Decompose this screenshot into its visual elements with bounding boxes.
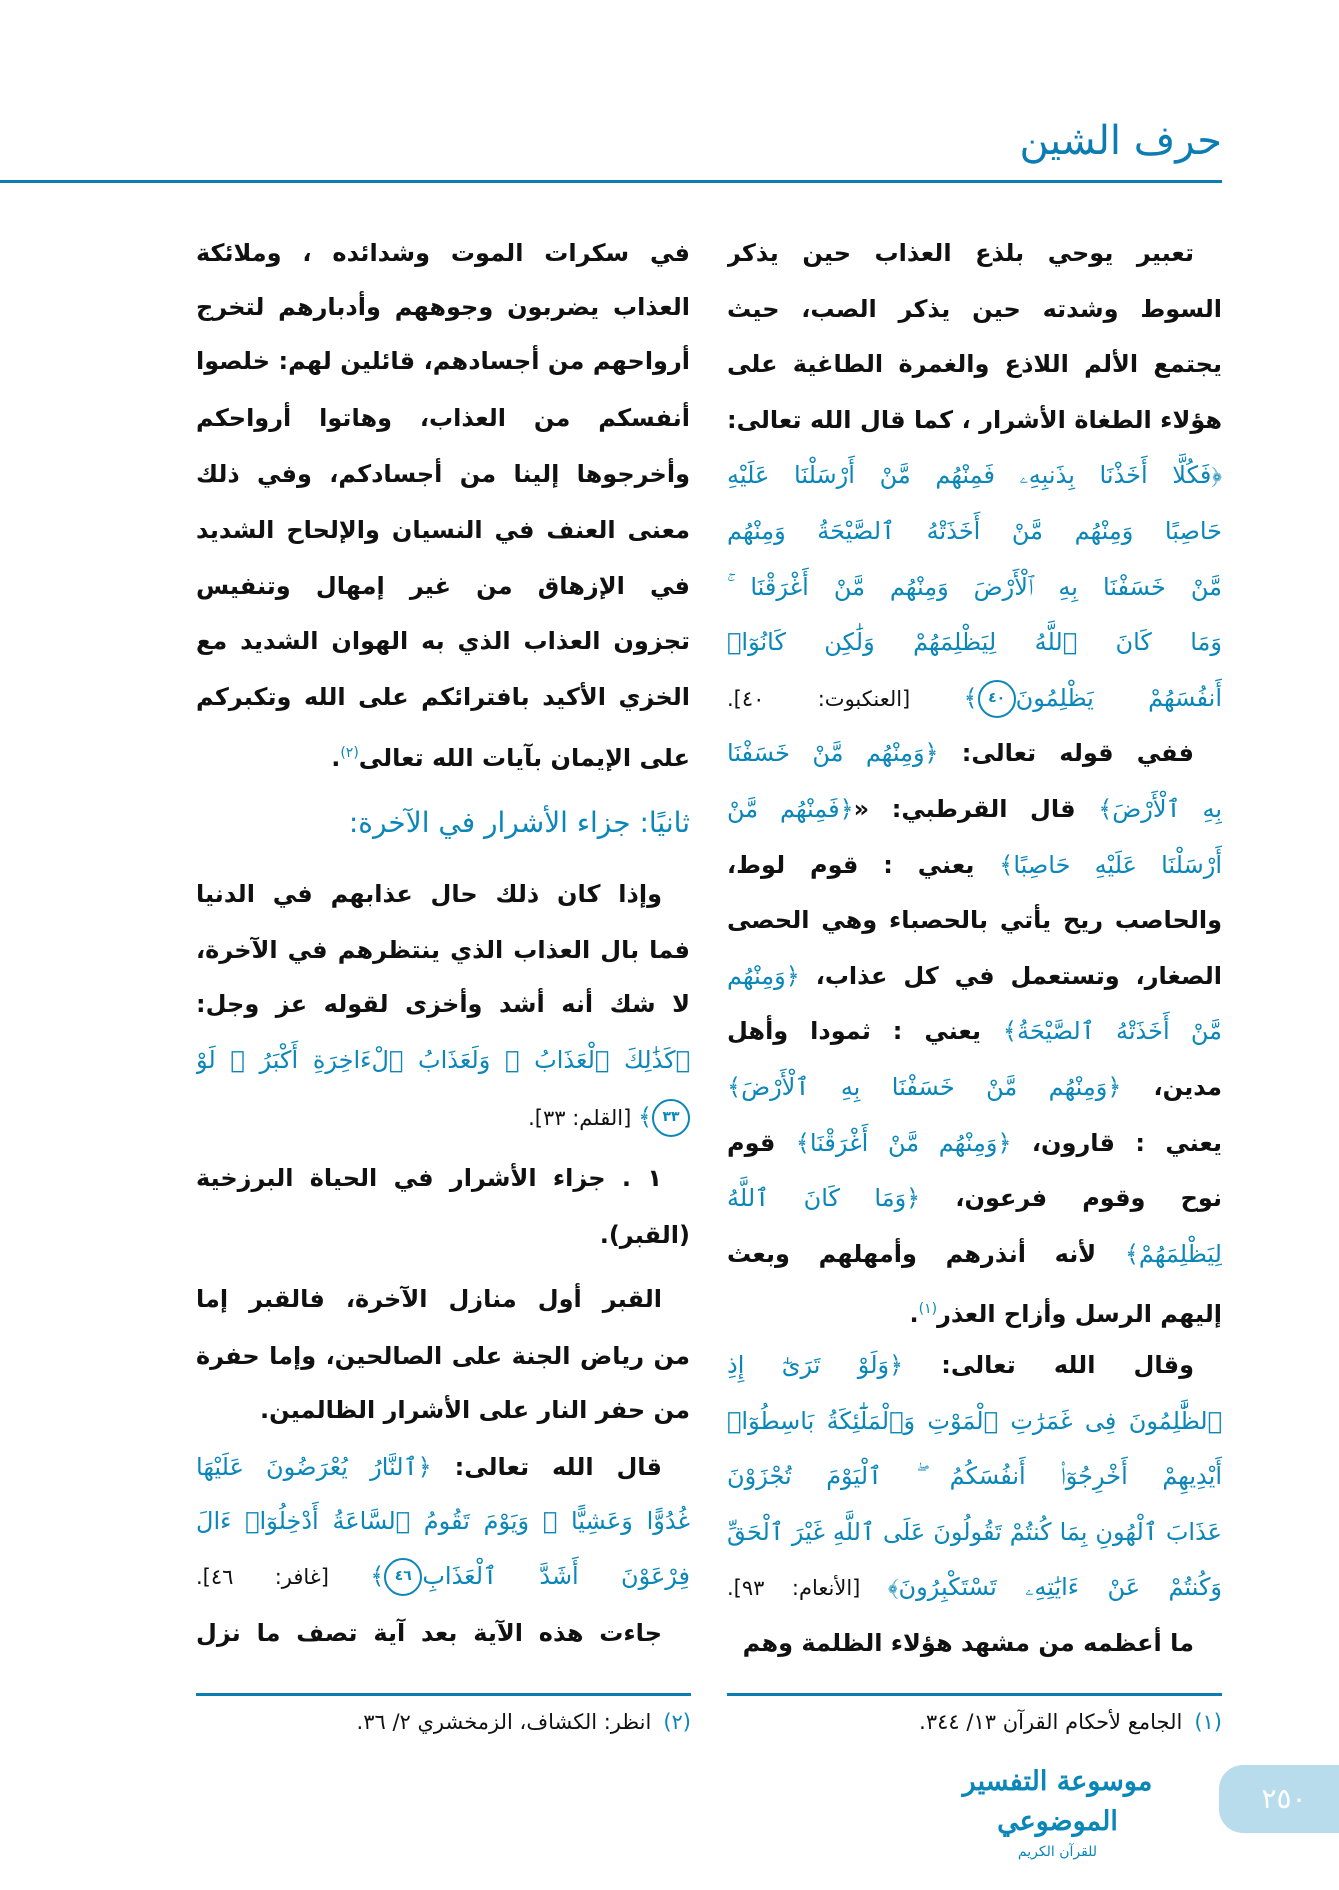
body-text: تجزون العذاب الذي به الهوان الشديد مع: [196, 627, 690, 655]
text-line: [727, 1232, 1222, 1276]
footnote-text: الجامع لأحكام القرآن ١٣/ ٣٤٤.: [919, 1710, 1183, 1734]
body-text: لأنه أنذرهم وأمهلهم وبعث: [727, 1239, 1125, 1268]
body-text: يعني : قوم لوط،: [727, 850, 1000, 879]
text-line: [727, 565, 1222, 609]
text-line: [727, 509, 1222, 553]
text-line: [727, 898, 1222, 942]
quran-verse: ﴿وَلَوْ تَرَىٰٓ إِذِ: [727, 1351, 904, 1379]
page-number: ٢٥٠: [1219, 1765, 1339, 1833]
body-text: لا شك أنه أشد وأخزى لقوله عز وجل:: [196, 990, 690, 1018]
footnote-divider-left: [196, 1693, 691, 1696]
body-text: وإذا كان ذلك حال عذابهم في الدنيا: [196, 880, 662, 908]
text-line: [196, 675, 690, 719]
body-text: السوط وشدته حين يذكر الصب، حيث: [727, 294, 1222, 323]
body-text: قوم: [727, 1128, 796, 1157]
quran-verse: ﴿وَمِنْهُم: [727, 961, 800, 990]
body-text: جاءت هذه الآية بعد آية تصف ما نزل: [196, 1619, 662, 1647]
body-text: يجتمع الألم اللاذع والغمرة الطاغية على: [727, 350, 1222, 379]
text-line: [727, 1454, 1222, 1498]
quran-verse: أَيْدِيهِمْ أَخْرِجُوٓا۟ أَنفُسَكُمُ ۖ ٱلْيَوْمَ تُجْزَوْنَ: [727, 1462, 1222, 1491]
body-text: ١ . جزاء الأشرار في الحياة البرزخية: [196, 1164, 662, 1192]
body-text: أنفسكم من العذاب، وهاتوا أرواحكم: [196, 404, 690, 432]
quran-verse: حَاصِبًا وَمِنْهُم مَّنْ أَخَذَتْهُ ٱلصَّيْحَةُ وَمِنْهُم: [727, 517, 1222, 545]
text-line: [196, 1445, 690, 1489]
footnote-2: [196, 1704, 691, 1740]
text-line: [727, 954, 1222, 998]
quran-verse: أَرْسَلْنَا عَلَيْهِ حَاصِبًا﴾: [999, 850, 1222, 879]
quran-verse: مَّنْ أَخَذَتْهُ ٱلصَّيْحَةُ﴾: [1002, 1017, 1222, 1046]
body-text: مدين،: [1121, 1073, 1222, 1101]
text-line: [727, 1065, 1222, 1109]
body-text: نوح وقوم فرعون،: [920, 1184, 1222, 1213]
body-text: معنى العنف في النسيان والإلحاح الشديد: [196, 516, 690, 544]
body-text: الخزي الأكيد بافترائكم على الله وتكبركم: [196, 683, 690, 711]
quran-verse: ﴿وَمِنْهُم مَّنْ خَسَفْنَا بِهِ ٱلْأَرْضَ﴾: [727, 1073, 1122, 1101]
quran-verse: أَنفُسَهُمْ يَظْلِمُونَ: [1015, 683, 1222, 712]
text-line: [727, 1565, 1222, 1609]
text-line: [727, 342, 1222, 386]
quran-verse: ﴾: [963, 683, 978, 712]
quran-verse: ﴿ٱلنَّارُ يُعْرَضُونَ عَلَيْهَا: [196, 1453, 432, 1481]
body-text: من حفر النار على الأشرار الظالمين.: [260, 1396, 690, 1424]
text-line: [196, 928, 690, 972]
quran-verse: مَّنْ خَسَفْنَا بِهِ ٱلْأَرْضَ وَمِنْهُم مَّنْ أَغْرَقْنَا ۚ: [727, 572, 1222, 601]
logo-subtitle: للقرآن الكريم: [1017, 1844, 1098, 1860]
body-text: من رياض الجنة على الصالحين، وإما حفرة: [196, 1342, 690, 1370]
verse-number-badge: ٣٣: [652, 1099, 690, 1137]
text-line: [196, 619, 690, 663]
text-line: [196, 1334, 690, 1378]
quran-verse: عَذَابَ ٱلْهُونِ بِمَا كُنتُمْ تَقُولُونَ عَلَى ٱللَّهِ غَيْرَ ٱلْحَقِّ: [727, 1517, 1222, 1546]
text-line: [196, 339, 690, 383]
body-text: .: [331, 744, 341, 772]
chapter-title: حرف الشين: [1019, 118, 1222, 164]
quran-verse: غُدُوًّا وَعَشِيًّا ۖ وَيَوْمَ تَقُومُ ٱلسَّاعَةُ أَدْخِلُوٓا۟ ءَالَ: [196, 1507, 690, 1535]
quran-verse: وَكُنتُمْ عَنْ ءَايَٰتِهِۦ تَسْتَكْبِرُونَ﴾: [887, 1573, 1222, 1602]
text-line: [727, 1621, 1222, 1665]
body-text: (القبر).: [599, 1221, 690, 1249]
header-divider: [0, 180, 1222, 183]
body-text: .: [909, 1300, 919, 1329]
text-line: [196, 801, 690, 845]
text-line: [196, 452, 690, 496]
body-text: أرواحهم من أجسادهم، قائلين لهم: خلصوا: [196, 347, 690, 375]
text-line: [196, 1277, 690, 1321]
body-text: والحاصب ريح يأتي بالحصباء وهي الحصى: [727, 906, 1222, 935]
section-heading: ثانيًا: جزاء الأشرار في الآخرة:: [348, 806, 690, 839]
text-line: [196, 1213, 690, 1257]
footnote-text: انظر: الكشاف، الزمخشري ٢/ ٣٦.: [356, 1710, 652, 1734]
text-line: [727, 1121, 1222, 1165]
text-line: [196, 1554, 690, 1598]
body-text: تعبير يوحي بلذع العذاب حين يذكر: [727, 239, 1194, 267]
text-line: [727, 398, 1222, 442]
text-line: [727, 453, 1222, 497]
body-text: ففي قوله تعالى:: [938, 739, 1195, 768]
body-text: ما أعظمه من مشهد هؤلاء الظلمة وهم: [742, 1629, 1194, 1657]
text-line: [727, 287, 1222, 331]
text-line: [727, 1343, 1222, 1387]
text-line: [196, 1038, 690, 1082]
verse-reference: [القلم: ٣٣].: [528, 1106, 638, 1130]
text-line: [727, 1176, 1222, 1220]
body-text: وقال الله تعالى:: [903, 1351, 1194, 1379]
text-line: [727, 620, 1222, 664]
body-text: الصغار، وتستعمل في كل عذاب،: [799, 961, 1222, 990]
text-line: [196, 1388, 690, 1432]
verse-number-badge: ٤٦: [384, 1558, 422, 1596]
text-line: [727, 1399, 1222, 1443]
quran-verse: فِرْعَوْنَ أَشَدَّ ٱلْعَذَابِ: [422, 1562, 690, 1590]
text-line: [196, 231, 690, 275]
footnote-number: (١): [1194, 1710, 1222, 1734]
quran-verse: ﴿وَمَا كَانَ ٱللَّهُ: [727, 1184, 921, 1213]
quran-verse: ﴾: [370, 1562, 385, 1590]
body-text: يعني : ثمودا وأهل: [727, 1017, 1003, 1046]
verse-reference: [العنكبوت: ٤٠].: [727, 686, 964, 711]
encyclopedia-logo: [935, 1762, 1180, 1860]
text-line: [196, 396, 690, 440]
quran-verse: ﴿وَمِنْهُم مَّنْ خَسَفْنَا: [727, 739, 939, 768]
text-line: [196, 564, 690, 608]
text-line: [196, 1095, 690, 1139]
body-text: قال القرطبي: «: [853, 795, 1099, 823]
quran-verse: لِيَظْلِمَهُمْ﴾: [1124, 1239, 1222, 1268]
text-line: [727, 731, 1222, 775]
text-line: [196, 1611, 690, 1655]
text-line: [196, 872, 690, 916]
quran-verse: ﴿فَكُلًّا أَخَذْنَا بِذَنبِهِۦ فَمِنْهُم مَّنْ أَرْسَلْنَا عَلَيْهِ: [727, 461, 1222, 490]
logo-title: موسوعة التفسير الموضوعي: [962, 1766, 1153, 1837]
body-text: العذاب يضربون وجوههم وأدبارهم لتخرج: [196, 293, 690, 321]
body-text: فما بال العذاب الذي ينتظرهم في الآخرة،: [196, 936, 690, 964]
verse-reference: [غافر: ٤٦].: [196, 1565, 371, 1589]
verse-reference: [الأنعام: ٩٣].: [727, 1576, 888, 1601]
body-text: على الإيمان بآيات الله تعالى: [358, 744, 690, 772]
text-line: [196, 1156, 690, 1200]
body-text: هؤلاء الطغاة الأشرار ، كما قال الله تعالى:: [727, 405, 1222, 434]
body-text: القبر أول منازل الآخرة، فالقبر إما: [196, 1285, 662, 1313]
body-text: وأخرجوها إلينا من أجسادكم، وفي ذلك: [196, 460, 690, 488]
body-text: إليهم الرسل وأزاح العذر: [937, 1300, 1222, 1329]
footnote-marker: (١): [918, 1301, 938, 1318]
footnote-1: [727, 1704, 1222, 1740]
quran-verse: ﴿كَذَٰلِكَ ٱلْعَذَابُ ۖ وَلَعَذَابُ ٱلْءَاخِرَةِ أَكْبَرُ ۚ لَوْ: [196, 1046, 690, 1074]
text-line: [727, 843, 1222, 887]
footnote-marker: (٢): [340, 745, 359, 761]
text-line: [727, 1510, 1222, 1554]
text-line: [727, 787, 1222, 831]
quran-verse: ﴾: [637, 1103, 652, 1131]
quran-verse: بِهِ ٱلْأَرْضَ﴾: [1098, 795, 1222, 823]
footnote-number: (٢): [663, 1710, 691, 1734]
text-line: [727, 1287, 1222, 1331]
text-line: [727, 231, 1222, 275]
body-text: قال الله تعالى:: [431, 1453, 663, 1481]
quran-verse: ٱلظَّٰلِمُونَ فِى غَمَرَٰتِ ٱلْمَوْتِ وَٱلْمَلَٰٓئِكَةُ بَاسِطُوٓا۟: [727, 1406, 1222, 1435]
text-line: [727, 1009, 1222, 1053]
text-line: [196, 285, 690, 329]
quran-verse: ﴿وَمِنْهُم مَّنْ أَغْرَقْنَا﴾: [795, 1128, 1012, 1157]
body-text: يعني : قارون،: [1011, 1128, 1222, 1157]
text-line: [727, 676, 1222, 720]
quran-verse: ﴿فَمِنْهُم مَّنْ: [727, 795, 854, 823]
text-line: [196, 982, 690, 1026]
verse-number-badge: ٤٠: [978, 680, 1016, 718]
text-line: [196, 731, 690, 775]
body-text: في سكرات الموت وشدائده ، وملائكة: [196, 239, 690, 267]
footnote-divider-right: [727, 1693, 1222, 1696]
text-line: [196, 1499, 690, 1543]
text-line: [196, 508, 690, 552]
quran-verse: وَمَا كَانَ ٱللَّهُ لِيَظْلِمَهُمْ وَلَٰكِن كَانُوٓا۟: [727, 628, 1222, 657]
body-text: في الإزهاق من غير إمهال وتنفيس: [196, 572, 690, 600]
